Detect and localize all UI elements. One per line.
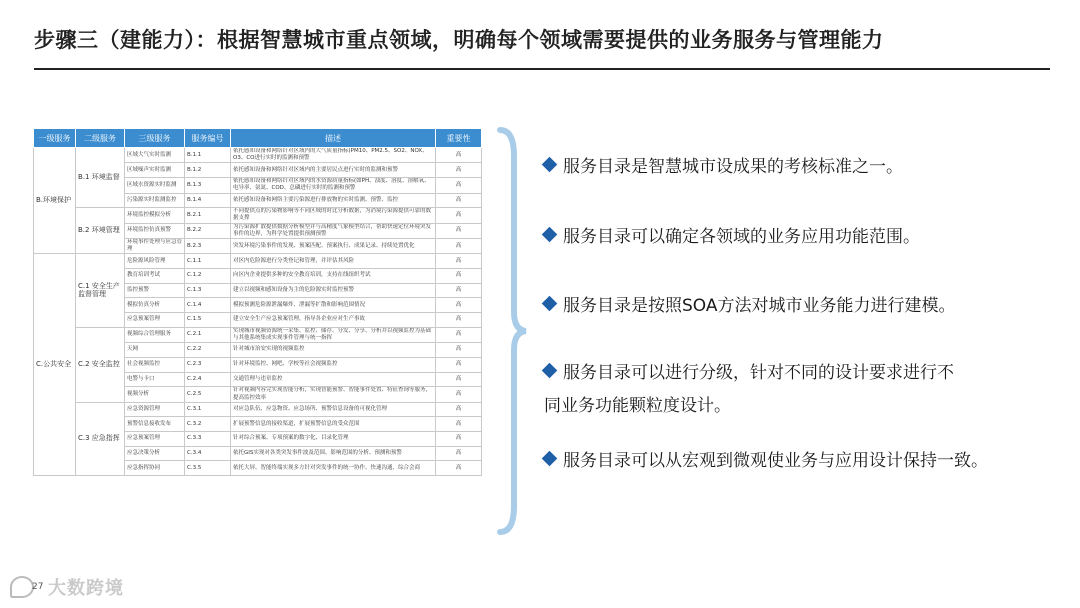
description-cell: 交通管理与违章监控: [231, 372, 436, 387]
level3-service-cell: 应急预案管理: [125, 432, 185, 447]
importance-cell: 高: [436, 223, 482, 238]
service-catalog-table: [33, 128, 482, 476]
description-cell: 向区内企业提供多种的安全教育培训，支持在线组织考试: [231, 269, 436, 284]
service-code-cell: C.2.2: [185, 343, 231, 358]
diamond-bullet-icon: [542, 157, 558, 173]
diamond-bullet-icon: [542, 296, 558, 312]
importance-cell: 高: [436, 343, 482, 358]
level2-service-cell: B.2 环境管理: [76, 208, 125, 254]
service-code-cell: C.3.5: [185, 461, 231, 476]
brace-icon: [494, 126, 530, 536]
service-code-cell: C.1.4: [185, 298, 231, 313]
level3-service-cell: 污染源实时监测监控: [125, 193, 185, 208]
bullet-item: [544, 358, 954, 416]
service-catalog-table-container: [33, 128, 481, 538]
level3-service-cell: 天网: [125, 343, 185, 358]
importance-cell: 高: [436, 148, 482, 163]
col-header: 一级服务: [34, 129, 76, 148]
service-code-cell: B.1.2: [185, 163, 231, 178]
service-code-cell: C.3.4: [185, 446, 231, 461]
table-row: [34, 148, 482, 163]
level3-service-cell: 环境监控模拟分析: [125, 208, 185, 223]
service-code-cell: C.3.2: [185, 417, 231, 432]
service-code-cell: B.1.1: [185, 148, 231, 163]
bullet-text: 服务目录可以从宏观到微观使业务与应用设计保持一致。: [563, 451, 988, 471]
bullet-item: [544, 152, 903, 177]
importance-cell: 高: [436, 432, 482, 447]
level3-service-cell: 预警信息接收发布: [125, 417, 185, 432]
service-code-cell: C.3.1: [185, 402, 231, 417]
description-cell: 模拟预测危险源泄漏爆炸、泄漏等扩散和影响范围情况: [231, 298, 436, 313]
importance-cell: 高: [436, 269, 482, 284]
level3-service-cell: 应急资源管理: [125, 402, 185, 417]
table-row: [34, 327, 482, 342]
importance-cell: 高: [436, 193, 482, 208]
title-divider: [34, 68, 1050, 70]
importance-cell: 高: [436, 163, 482, 178]
service-code-cell: C.3.3: [185, 432, 231, 447]
description-cell: 依托感知设备和网络主要污染源进行排放物的实时监测、预警、监控: [231, 193, 436, 208]
service-code-cell: C.1.3: [185, 283, 231, 298]
page-title: 步骤三（建能力）：根据智慧城市重点领域，明确每个领域需要提供的业务服务与管理能力: [34, 28, 884, 52]
description-cell: 对区内危险源进行分类登记和管理，并评估其风险: [231, 254, 436, 269]
level3-service-cell: 教育培训考试: [125, 269, 185, 284]
service-code-cell: C.1.5: [185, 313, 231, 328]
importance-cell: 高: [436, 208, 482, 223]
bullet-text: 服务目录可以进行分级，针对不同的设计要求进行不: [563, 363, 954, 383]
description-cell: 建立安全生产应急预案管理，指导各企业应对生产事故: [231, 313, 436, 328]
level2-service-cell: C.3 应急指挥: [76, 402, 125, 475]
description-cell: 为污染源扩散提供数据分析模型并与高精度气象模型结合，帮助快速定位环境突发事件的边界，为科学处置提供预测预警: [231, 223, 436, 238]
service-code-cell: C.1.2: [185, 269, 231, 284]
logo-icon: [10, 576, 34, 598]
description-cell: 建立以视频和感知设备为主的危险源实时监控预警: [231, 283, 436, 298]
level1-service-cell: C.公共安全: [34, 254, 76, 476]
level3-service-cell: 社会视频监控: [125, 357, 185, 372]
diamond-bullet-icon: [542, 363, 558, 379]
description-cell: 依托大屏、智能终端实现多方针对突发事件的统一协作、快速沟通、综合会商: [231, 461, 436, 476]
bullet-item: [544, 222, 920, 247]
watermark-text: 大数跨境: [48, 578, 124, 599]
importance-cell: 高: [436, 387, 482, 402]
level3-service-cell: 环境事件处理与应急管理: [125, 239, 185, 254]
description-cell: 针对综合预案、专项预案的数字化、目录化管理: [231, 432, 436, 447]
importance-cell: 高: [436, 417, 482, 432]
bullet-item: [544, 446, 988, 471]
footer: [10, 574, 124, 600]
description-cell: 扩展预警信息的接收渠道，扩展预警信息的受众范围: [231, 417, 436, 432]
importance-cell: 高: [436, 402, 482, 417]
importance-cell: 高: [436, 178, 482, 193]
level3-service-cell: 环境监控仿真预警: [125, 223, 185, 238]
col-header: 三级服务: [125, 129, 185, 148]
service-code-cell: C.1.1: [185, 254, 231, 269]
level3-service-cell: 区域水资源实时监测: [125, 178, 185, 193]
importance-cell: 高: [436, 446, 482, 461]
col-header: 描述: [231, 129, 436, 148]
description-cell: 依托感知设备和网络针对区域内的水资源质量指标(如PH、浊度、溶度、溶解氧、电导率、氨氮、COD、总磷进行实时的监测和预警: [231, 178, 436, 193]
level3-service-cell: 监控预警: [125, 283, 185, 298]
diamond-bullet-icon: [542, 227, 558, 243]
level3-service-cell: 模拟仿真分析: [125, 298, 185, 313]
level3-service-cell: 区域噪声实时监测: [125, 163, 185, 178]
bullet-item: [544, 291, 956, 316]
service-code-cell: C.2.3: [185, 357, 231, 372]
description-cell: 针对城市治安实现的视频监控: [231, 343, 436, 358]
diamond-bullet-icon: [542, 451, 558, 467]
col-header: 重要性: [436, 129, 482, 148]
description-cell: 依托GIS实现对各类突发事件波及范围、影响范围的分析、预测和预警: [231, 446, 436, 461]
service-code-cell: B.2.2: [185, 223, 231, 238]
description-cell: 依托感知设备和网络针对区域内的大气质量指标(PM10、PM2.5、SO2、NOX、O3、CO进行实时的监测和预警: [231, 148, 436, 163]
service-code-cell: B.2.3: [185, 239, 231, 254]
description-cell: 针对环境监控、网吧、学校等社会视频监控: [231, 357, 436, 372]
service-code-cell: C.2.1: [185, 327, 231, 342]
importance-cell: 高: [436, 239, 482, 254]
col-header: 服务编号: [185, 129, 231, 148]
service-code-cell: B.1.3: [185, 178, 231, 193]
level3-service-cell: 视频综合管理服务: [125, 327, 185, 342]
service-code-cell: C.2.5: [185, 387, 231, 402]
service-code-cell: C.2.4: [185, 372, 231, 387]
table-row: [34, 208, 482, 223]
table-header-row: [34, 129, 482, 148]
service-code-cell: B.1.4: [185, 193, 231, 208]
bullet-text: 服务目录是按照SOA方法对城市业务能力进行建模。: [563, 296, 956, 316]
bullet-text: 服务目录可以确定各领域的业务应用功能范围。: [563, 227, 920, 247]
table-body: [34, 148, 482, 476]
bullet-text: 服务目录是智慧城市设成果的考核标准之一。: [563, 157, 903, 177]
importance-cell: 高: [436, 372, 482, 387]
description-cell: 针对视频内容完实现智能分析，实现智能预警、智能事件处置、特征查询等服务，提高监控效率: [231, 387, 436, 402]
importance-cell: 高: [436, 461, 482, 476]
level3-service-cell: 应急指挥协同: [125, 461, 185, 476]
level3-service-cell: 电警与卡口: [125, 372, 185, 387]
table-row: [34, 402, 482, 417]
importance-cell: 高: [436, 313, 482, 328]
importance-cell: 高: [436, 254, 482, 269]
service-code-cell: B.2.1: [185, 208, 231, 223]
bullet-text-continuation: 同业务功能颗粒度设计。: [544, 396, 731, 416]
page-number: 27: [32, 582, 44, 592]
description-cell: 对应急队伍、应急物资、应急场所、预警信息设备的可视化管理: [231, 402, 436, 417]
level3-service-cell: 视频分析: [125, 387, 185, 402]
level3-service-cell: 危险源风险管理: [125, 254, 185, 269]
level3-service-cell: 应急预案管理: [125, 313, 185, 328]
description-cell: 依托感知设备和网络针对区域内的主要居民点进行实时的监测和预警: [231, 163, 436, 178]
importance-cell: 高: [436, 357, 482, 372]
description-cell: 实现城市视频资源统一采集、监控、储存、分发、分享、分析并以视频监控为基础与其他系统集成实现事件管理与统一指挥: [231, 327, 436, 342]
level3-service-cell: 应急决策分析: [125, 446, 185, 461]
importance-cell: 高: [436, 283, 482, 298]
importance-cell: 高: [436, 298, 482, 313]
description-cell: 突发环境污染事件的发现、预案匹配、预案执行、成果记录、持续处置优化: [231, 239, 436, 254]
description-cell: 不同提供点的污染物影响等不同区域的时比分析数据，为消境污染源提供可靠的数据支撑: [231, 208, 436, 223]
importance-cell: 高: [436, 327, 482, 342]
col-header: 二级服务: [76, 129, 125, 148]
table-row: [34, 254, 482, 269]
level3-service-cell: 区域大气实时监测: [125, 148, 185, 163]
level2-service-cell: C.2 安全监控: [76, 327, 125, 402]
level2-service-cell: C.1 安全生产监督管理: [76, 254, 125, 327]
level1-service-cell: B.环境保护: [34, 148, 76, 254]
level2-service-cell: B.1 环境监督: [76, 148, 125, 208]
